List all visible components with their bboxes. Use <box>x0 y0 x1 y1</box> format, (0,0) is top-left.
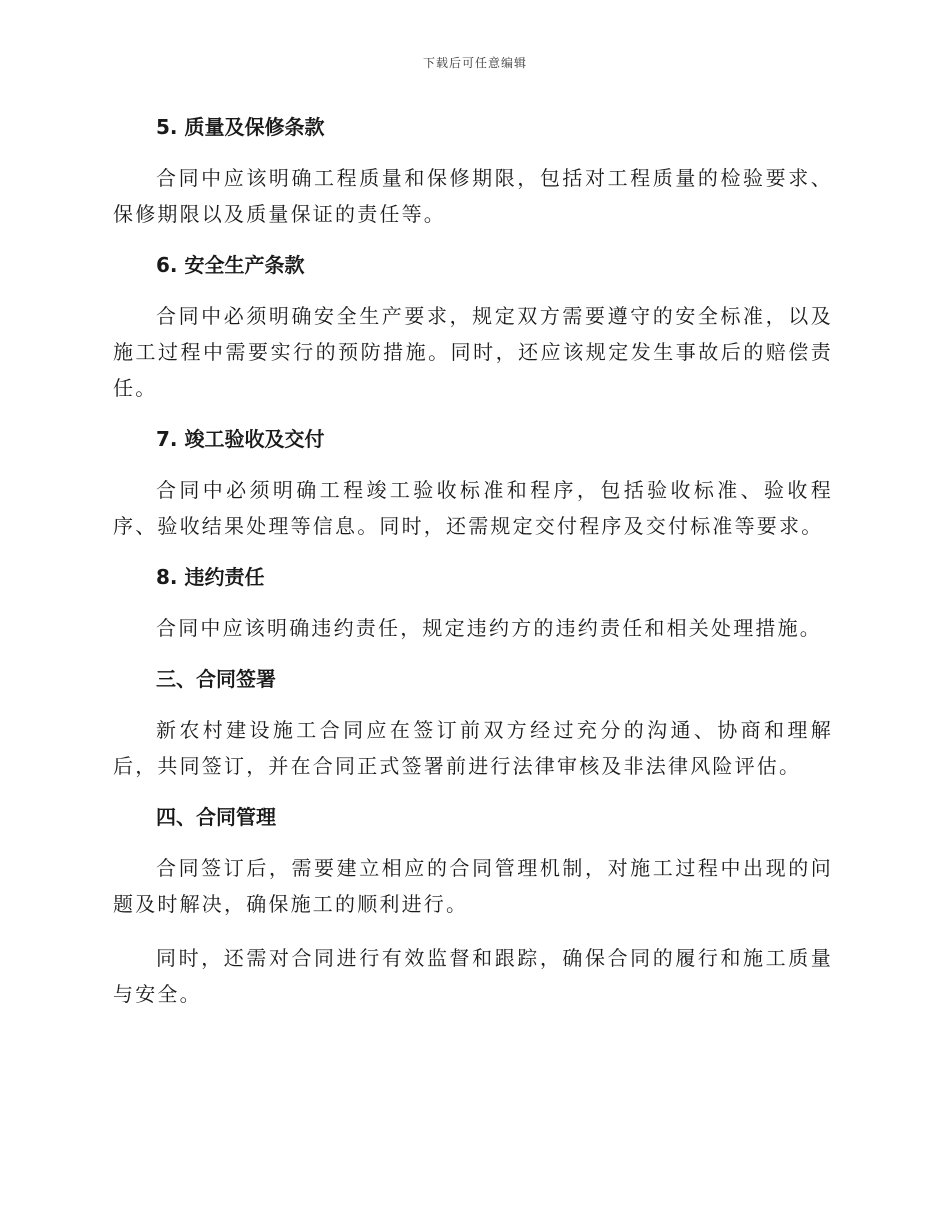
section-heading-quality-warranty: 5. 质量及保修条款 <box>156 115 325 139</box>
section-heading-management: 四、合同管理 <box>156 805 276 829</box>
section-heading-acceptance: 7. 竣工验收及交付 <box>156 427 325 451</box>
section-heading-signing: 三、合同签署 <box>156 667 276 691</box>
paragraph-quality-warranty: 合同中应该明确工程质量和保修期限，包括对工程质量的检验要求、保修期限以及质量保证的责任等。 <box>113 166 833 226</box>
paragraph-liability: 合同中应该明确违约责任，规定违约方的违约责任和相关处理措施。 <box>156 616 822 640</box>
paragraph-safety: 合同中必须明确安全生产要求，规定双方需要遵守的安全标准，以及施工过程中需要实行的预防措施。同时，还应该规定发生事故后的赔偿责任。 <box>113 304 833 400</box>
paragraph-management-1: 合同签订后，需要建立相应的合同管理机制，对施工过程中出现的问题及时解决，确保施工的顺利进行。 <box>113 856 833 916</box>
section-heading-safety: 6. 安全生产条款 <box>156 253 305 277</box>
document-body <box>113 112 833 1030</box>
paragraph-acceptance: 合同中必须明确工程竣工验收标准和程序，包括验收标准、验收程序、验收结果处理等信息。同时，还需规定交付程序及交付标准等要求。 <box>113 478 833 538</box>
page-header: 下载后可任意编辑 <box>422 56 527 70</box>
section-heading-liability: 8. 违约责任 <box>156 565 265 589</box>
paragraph-management-2: 同时，还需对合同进行有效监督和跟踪，确保合同的履行和施工质量与安全。 <box>113 946 833 1006</box>
paragraph-signing: 新农村建设施工合同应在签订前双方经过充分的沟通、协商和理解后，共同签订，并在合同正式签署前进行法律审核及非法律风险评估。 <box>113 718 833 778</box>
